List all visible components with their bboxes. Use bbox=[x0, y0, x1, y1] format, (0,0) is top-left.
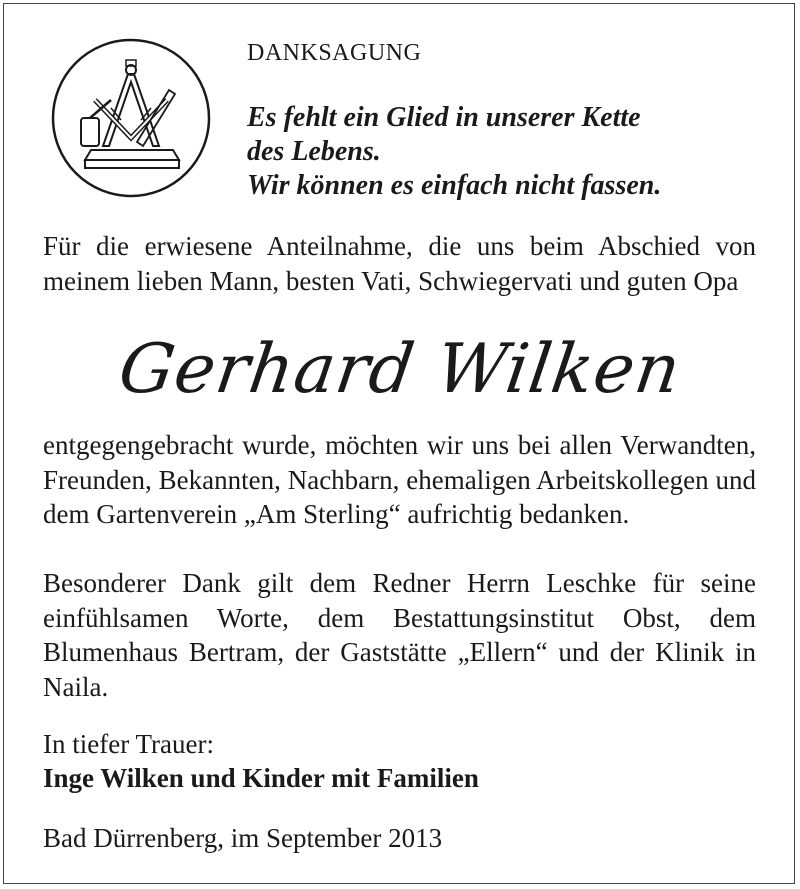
quote-line: Es fehlt ein Glied in unserer Kette bbox=[247, 102, 641, 133]
place-date: Bad Dürrenberg, im September 2013 bbox=[43, 823, 443, 853]
memorial-quote bbox=[247, 101, 661, 203]
signers: Inge Wilken und Kinder mit Familien bbox=[43, 763, 479, 793]
thanks-paragraph: entgegengebracht wurde, möchten wir uns bei allen Verwandten, Freunden, Bekannten, Nachbarn, ehemaligen Arbeitskollegen und dem Gartenverein „Am Sterling“ aufrichtig bedanken. bbox=[43, 430, 756, 529]
mourning-lead: In tiefer Trauer: bbox=[43, 729, 214, 759]
compass-square-emblem-icon bbox=[51, 38, 211, 198]
special-thanks-paragraph: Besonderer Dank gilt dem Redner Herrn Leschke für seine einfühlsamen Worte, dem Bestattungsinstitut Obst, dem Blumenhaus Bertram, der Gaststätte „Ellern“ und der Klinik in Naila. bbox=[43, 568, 756, 702]
quote-line: des Lebens. bbox=[247, 136, 381, 167]
intro-paragraph: Für die erwiesene Anteilnahme, die uns beim Abschied von meinem lieben Mann, besten Vati, Schwiegervati und guten Opa bbox=[43, 231, 756, 296]
page-title: DANKSAGUNG bbox=[247, 40, 422, 66]
deceased-name: Gerhard Wilken bbox=[114, 330, 686, 409]
quote-line: Wir können es einfach nicht fassen. bbox=[247, 170, 662, 201]
